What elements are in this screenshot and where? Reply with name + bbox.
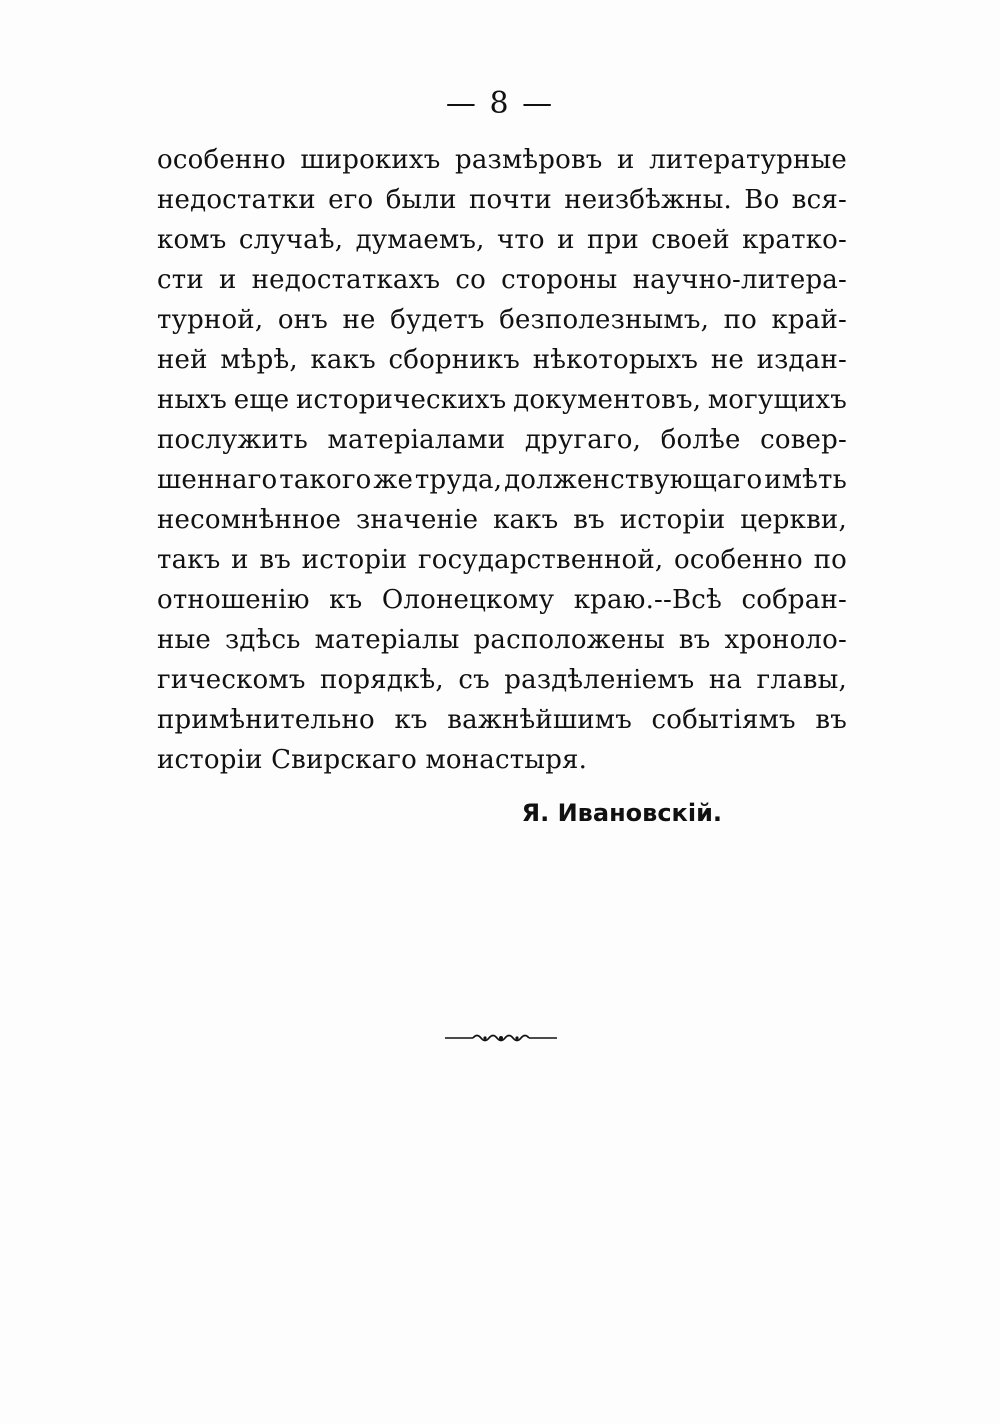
text-line — [157, 220, 847, 260]
word: стороны — [501, 265, 618, 295]
word: труда, — [414, 465, 503, 495]
word: были — [385, 185, 457, 215]
text-line — [157, 620, 847, 660]
word: шеннаго — [157, 465, 278, 495]
word: такого — [279, 465, 372, 495]
text-line — [157, 700, 847, 740]
text-line — [157, 460, 847, 500]
word: безполезнымъ, — [499, 305, 710, 335]
word: Во — [744, 185, 780, 215]
word: въ — [678, 625, 711, 655]
word: и — [617, 145, 635, 175]
word: расположены — [473, 625, 665, 655]
word: раздѣленіемъ — [504, 665, 695, 695]
word: на — [708, 665, 743, 695]
word: научно-литера- — [632, 265, 847, 295]
word: вся- — [791, 185, 847, 215]
word: церкви, — [740, 505, 847, 535]
body-text — [157, 140, 847, 780]
word: значеніе — [355, 505, 479, 535]
word: въ — [573, 505, 605, 535]
text-line — [157, 140, 847, 180]
word: же — [373, 465, 414, 495]
word: гическомъ — [157, 665, 306, 695]
word: сборникъ — [388, 345, 521, 375]
text-line — [157, 300, 847, 340]
word: что — [496, 225, 545, 255]
text-line-last — [157, 740, 847, 780]
word: здѣсь — [225, 625, 301, 655]
word: и — [557, 225, 575, 255]
word: и — [219, 265, 237, 295]
word: особенно — [157, 145, 286, 175]
word: историческихъ — [295, 385, 507, 415]
word: въ — [259, 545, 291, 575]
word: Олонецкому — [381, 585, 555, 615]
text-line — [157, 540, 847, 580]
word: къ — [329, 585, 363, 615]
word: могущихъ — [707, 385, 847, 415]
word: хроноло- — [724, 625, 847, 655]
word: собран- — [741, 585, 847, 615]
word: его — [328, 185, 374, 215]
word: по — [723, 305, 757, 335]
text-line — [157, 380, 847, 420]
word: турной, — [157, 305, 264, 335]
text-line — [157, 420, 847, 460]
word: почти — [469, 185, 552, 215]
word: издан- — [756, 345, 847, 375]
word: широкихъ — [300, 145, 441, 175]
text-line — [157, 500, 847, 540]
word: исторіи — [301, 545, 408, 575]
word: ныхъ — [157, 385, 228, 415]
word: совер- — [760, 425, 847, 455]
word: со — [455, 265, 486, 295]
word: событіямъ — [651, 705, 796, 735]
word: долженствующаго — [504, 465, 763, 495]
word: думаемъ, — [355, 225, 485, 255]
word: не — [342, 305, 376, 335]
text-line — [157, 340, 847, 380]
word: литературные — [649, 145, 847, 175]
word: примѣнительно — [157, 705, 375, 735]
word: исторіи — [157, 745, 272, 775]
text-line — [157, 180, 847, 220]
word: краю.--Всѣ — [573, 585, 722, 615]
word: такъ — [157, 545, 221, 575]
text-line — [157, 660, 847, 700]
word: какъ — [310, 345, 376, 375]
word: своей — [651, 225, 730, 255]
word: неизбѣжны. — [564, 185, 732, 215]
text-line — [157, 580, 847, 620]
word: къ — [394, 705, 428, 735]
word: еще — [233, 385, 290, 415]
word: размѣровъ — [455, 145, 603, 175]
word: документовъ, — [513, 385, 702, 415]
word: по — [813, 545, 847, 575]
word: отношенію — [157, 585, 310, 615]
word: недостатки — [157, 185, 316, 215]
word: и — [231, 545, 249, 575]
word: главы, — [756, 665, 847, 695]
word: несомнѣнное — [157, 505, 342, 535]
word: въ — [815, 705, 847, 735]
word: матеріалами — [327, 425, 506, 455]
author-signature: Я. Ивановскій. — [521, 799, 722, 827]
word: край- — [771, 305, 847, 335]
word: порядкѣ, — [320, 665, 444, 695]
word: съ — [458, 665, 490, 695]
word: послужить — [157, 425, 308, 455]
text-line — [157, 260, 847, 300]
word: государственной, — [417, 545, 664, 575]
word: при — [586, 225, 639, 255]
word: комъ — [157, 225, 227, 255]
word: сти — [157, 265, 204, 295]
word: будетъ — [390, 305, 485, 335]
word: кратко- — [742, 225, 847, 255]
word: матеріалы — [314, 625, 460, 655]
word: не — [710, 345, 744, 375]
word: недостаткахъ — [251, 265, 441, 295]
word: исторіи — [619, 505, 726, 535]
word: имѣть — [764, 465, 847, 495]
word: ные — [157, 625, 212, 655]
word: особенно — [674, 545, 803, 575]
ornament-divider-icon — [445, 1028, 557, 1048]
word: болѣе — [660, 425, 741, 455]
word: другаго, — [524, 425, 642, 455]
word: какъ — [493, 505, 559, 535]
word: случаѣ, — [238, 225, 344, 255]
word: важнѣйшимъ — [447, 705, 632, 735]
page-number: — 8 — — [445, 86, 555, 121]
word: монастыря. — [425, 745, 588, 775]
word: мѣрѣ, — [220, 345, 298, 375]
word: Свирскаго — [271, 745, 426, 775]
word: нѣкоторыхъ — [532, 345, 699, 375]
word: онъ — [277, 305, 328, 335]
word: ней — [157, 345, 208, 375]
